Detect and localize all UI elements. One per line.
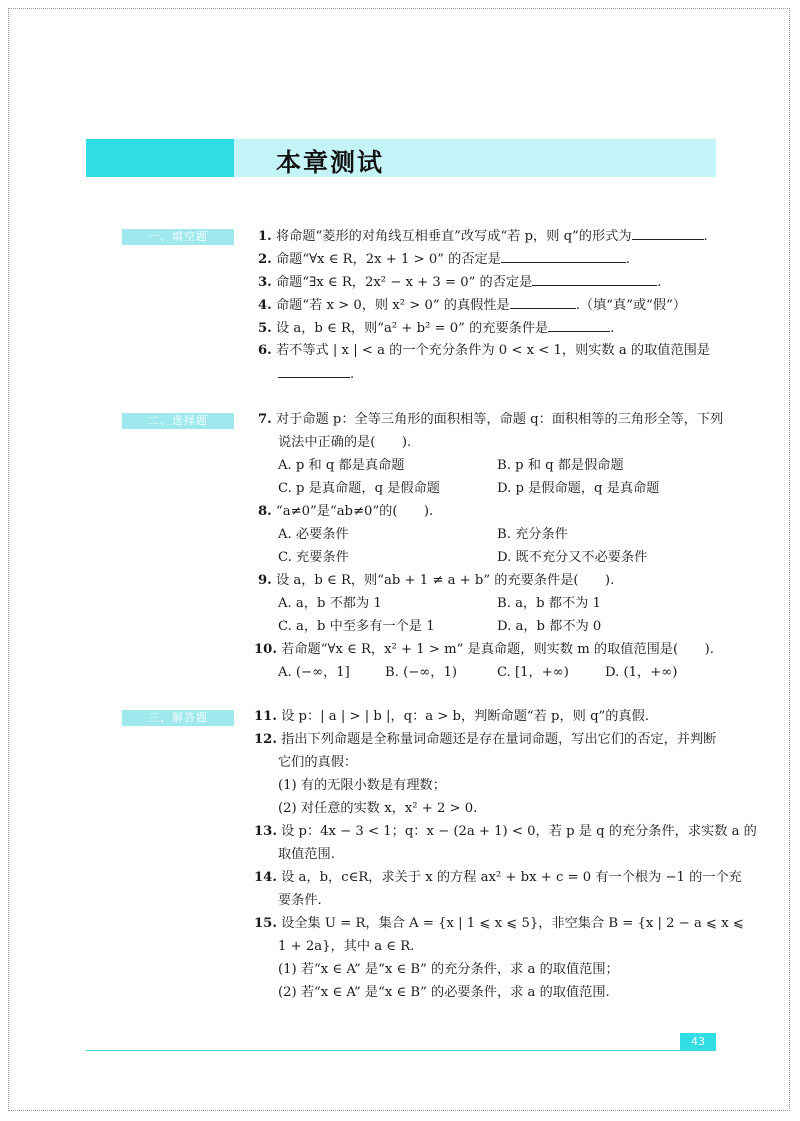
question-13 <box>254 822 757 842</box>
question-text: 若不等式 | x | < a 的一个充分条件为 0 < x < 1，则实数 a 的取值范围是 <box>275 343 711 358</box>
question-14 <box>254 868 742 888</box>
sub-question-2: (2) 对任意的实数 x，x² + 2 > 0. <box>278 801 478 816</box>
question-number: 10. <box>254 642 277 657</box>
question-text: 设全集 U = R，集合 A = {x | 1 ⩽ x ⩽ 5}，非空集合 B = {x | 2 − a ⩽ x ⩽ <box>281 916 744 931</box>
answer-blank <box>532 272 657 286</box>
question-number: 13. <box>254 824 277 839</box>
answer-blank <box>510 295 576 309</box>
option-c: C. [1，+∞) <box>497 665 569 680</box>
question-number: 14. <box>254 870 277 885</box>
question-number: 15. <box>254 916 277 931</box>
sub-question-1: (1) 有的无限小数是有理数； <box>278 778 446 793</box>
chapter-title: 本章测试 <box>276 148 385 177</box>
question-text: 指出下列命题是全称量词命题还是存在量词命题，写出它们的否定，并判断 <box>281 732 717 747</box>
question-8 <box>258 502 433 522</box>
question-end: .（填“真”或“假”） <box>575 298 687 313</box>
question-7 <box>258 410 723 430</box>
title-accent-block <box>86 139 234 177</box>
footer-rule <box>86 1050 716 1051</box>
option-b: B. (−∞，1) <box>385 665 457 680</box>
question-12 <box>254 730 716 750</box>
question-number: 4. <box>258 298 272 313</box>
question-text: 对于命题 p：全等三角形的面积相等，命题 q：面积相等的三角形全等，下列 <box>275 412 724 427</box>
question-15-cont: 1 + 2a}，其中 a ∈ R. <box>278 939 415 954</box>
option-a: A. (−∞，1] <box>278 665 350 680</box>
question-end: . <box>610 321 615 336</box>
question-1 <box>258 226 708 247</box>
question-15 <box>254 914 744 934</box>
option-d: D. a，b 都不为 0 <box>497 619 602 634</box>
sub-question-2: (2) 若“x ∈ A” 是“x ∈ B” 的必要条件，求 a 的取值范围. <box>278 985 610 1000</box>
section-label-free-response: 三、解答题 <box>122 710 234 726</box>
question-end: . <box>350 367 355 382</box>
option-a: A. p 和 q 都是真命题 <box>278 458 405 473</box>
option-a: A. a，b 不都为 1 <box>278 596 382 611</box>
option-b: B. 充分条件 <box>497 527 568 542</box>
question-end: . <box>657 275 662 290</box>
question-text: 设 a，b ∈ R，则“a² + b² = 0” 的充要条件是 <box>275 321 549 336</box>
option-c: C. a，b 中至多有一个是 1 <box>278 619 435 634</box>
answer-blank <box>278 364 350 378</box>
question-6 <box>258 341 710 361</box>
option-d: D. (1，+∞) <box>605 665 678 680</box>
option-b: B. a，b 都不为 1 <box>497 596 601 611</box>
question-number: 6. <box>258 343 272 358</box>
answer-blank <box>632 226 704 240</box>
answer-blank <box>501 249 626 263</box>
question-3 <box>258 272 661 293</box>
sub-question-1: (1) 若“x ∈ A” 是“x ∈ B” 的充分条件，求 a 的取值范围； <box>278 962 619 977</box>
question-2 <box>258 249 630 270</box>
question-14-cont: 要条件. <box>278 893 322 908</box>
question-13-cont: 取值范围. <box>278 847 335 862</box>
question-end: . <box>703 229 708 244</box>
question-4 <box>258 295 686 316</box>
question-text: “a≠0”是“ab≠0”的( ). <box>275 504 434 519</box>
question-10 <box>254 640 714 660</box>
question-number: 9. <box>258 573 272 588</box>
question-number: 1. <box>258 229 272 244</box>
option-b: B. p 和 q 都是假命题 <box>497 458 624 473</box>
option-d: D. p 是假命题，q 是真命题 <box>497 481 660 496</box>
option-c: C. 充要条件 <box>278 550 349 565</box>
question-number: 11. <box>254 709 277 724</box>
question-text: 将命题“菱形的对角线互相垂直”改写成“若 p，则 q”的形式为 <box>275 229 632 244</box>
question-number: 3. <box>258 275 272 290</box>
question-5 <box>258 318 614 339</box>
question-number: 5. <box>258 321 272 336</box>
question-6-blank-line <box>278 364 354 385</box>
question-text: 命题“若 x > 0，则 x² > 0” 的真假性是 <box>275 298 510 313</box>
section-label-fill-blank: 一、填空题 <box>122 229 234 245</box>
question-12-cont: 它们的真假： <box>278 755 358 770</box>
question-number: 12. <box>254 732 277 747</box>
question-number: 2. <box>258 252 272 267</box>
option-c: C. p 是真命题，q 是假命题 <box>278 481 440 496</box>
question-text: 若命题“∀x ∈ R，x² + 1 > m” 是真命题，则实数 m 的取值范围是( ). <box>281 642 714 657</box>
question-text: 设 a，b ∈ R，则“ab + 1 ≠ a + b” 的充要条件是( ). <box>275 573 615 588</box>
question-11 <box>254 707 649 727</box>
question-text: 设 a，b，c∈R，求关于 x 的方程 ax² + bx + c = 0 有一个根为 −1 的一个充 <box>281 870 742 885</box>
question-number: 8. <box>258 504 272 519</box>
question-text: 设 p：| a | > | b |，q：a > b，判断命题“若 p，则 q”的真假. <box>281 709 650 724</box>
option-d: D. 既不充分又不必要条件 <box>497 550 648 565</box>
page-number: 43 <box>680 1033 716 1050</box>
question-9 <box>258 571 614 591</box>
section-label-multiple-choice: 二、选择题 <box>122 413 234 429</box>
option-a: A. 必要条件 <box>278 527 349 542</box>
answer-blank <box>548 318 610 332</box>
question-end: . <box>625 252 631 267</box>
question-text: 命题“∀x ∈ R，2x + 1 > 0” 的否定是 <box>275 252 501 267</box>
question-text: 命题“∃x ∈ R，2x² − x + 3 = 0” 的否定是 <box>275 275 533 290</box>
question-text: 设 p：4x − 3 < 1；q：x − (2a + 1) < 0，若 p 是 q 的充分条件，求实数 a 的 <box>281 824 757 839</box>
question-7-cont: 说法中正确的是( ). <box>278 435 412 450</box>
question-number: 7. <box>258 412 272 427</box>
